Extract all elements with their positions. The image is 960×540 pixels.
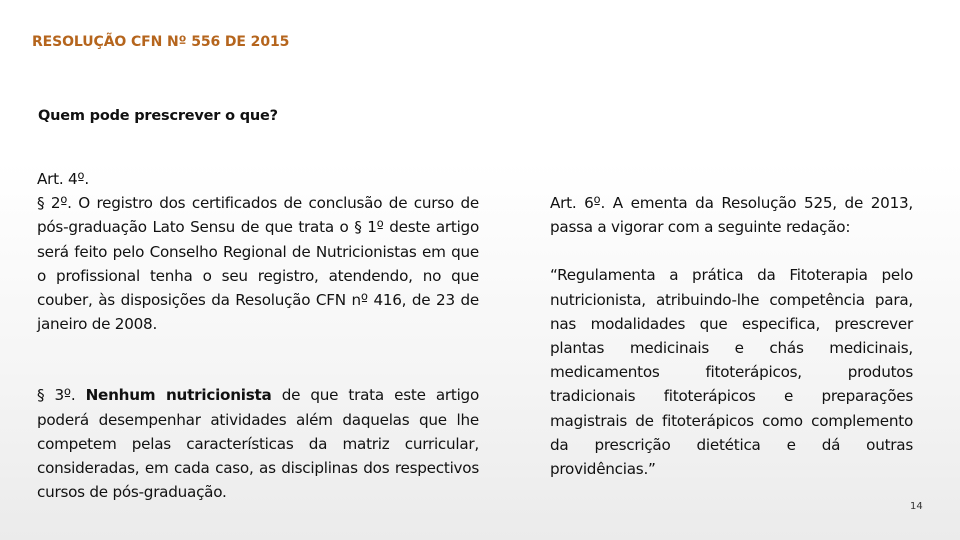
article-4-heading: Art. 4º. [37,170,89,188]
page-number: 14 [910,501,923,512]
paragraph-2: § 2º. O registro dos certificados de conclusão de curso de pós-graduação Lato Sensu de que trata o § 1º deste artigo será feito pelo Conselho Regional de Nutricionistas em que o profissional tenha o seu registro, atendendo, no que couber, às disposições da Resolução CFN nº 416, de 23 de janeiro de 2008. [37,194,479,334]
paragraph-3 [37,383,479,504]
slide-title: RESOLUÇÃO CFN Nº 556 DE 2015 [32,34,290,50]
article-6-text: Art. 6º. A ementa da Resolução 525, de 2013, passa a vigorar com a seguinte redação: [550,194,913,237]
paragraph-3-prefix: § 3º. [37,386,86,405]
left-column [37,167,479,504]
slide-subtitle: Quem pode prescrever o que? [38,108,278,124]
right-column [550,191,913,481]
paragraph-3-body: de que trata este artigo poderá desempenhar atividades além daquelas que lhe competem pelas características da matriz curricular, consideradas, em cada caso, as disciplinas dos respectivos cursos de pós-graduação. [37,386,479,502]
ementa-quote: “Regulamenta a prática da Fitoterapia pelo nutricionista, atribuindo-lhe competência para, nas modalidades que especifica, prescrever plantas medicinais e chás medicinais, medicamentos fitoterápicos, produtos tradicionais fitoterápicos e preparações magistrais de fitoterápicos como complemento da prescrição dietética e dá outras providências.” [550,266,913,479]
paragraph-3-emphasis: Nenhum nutricionista [85,386,272,405]
